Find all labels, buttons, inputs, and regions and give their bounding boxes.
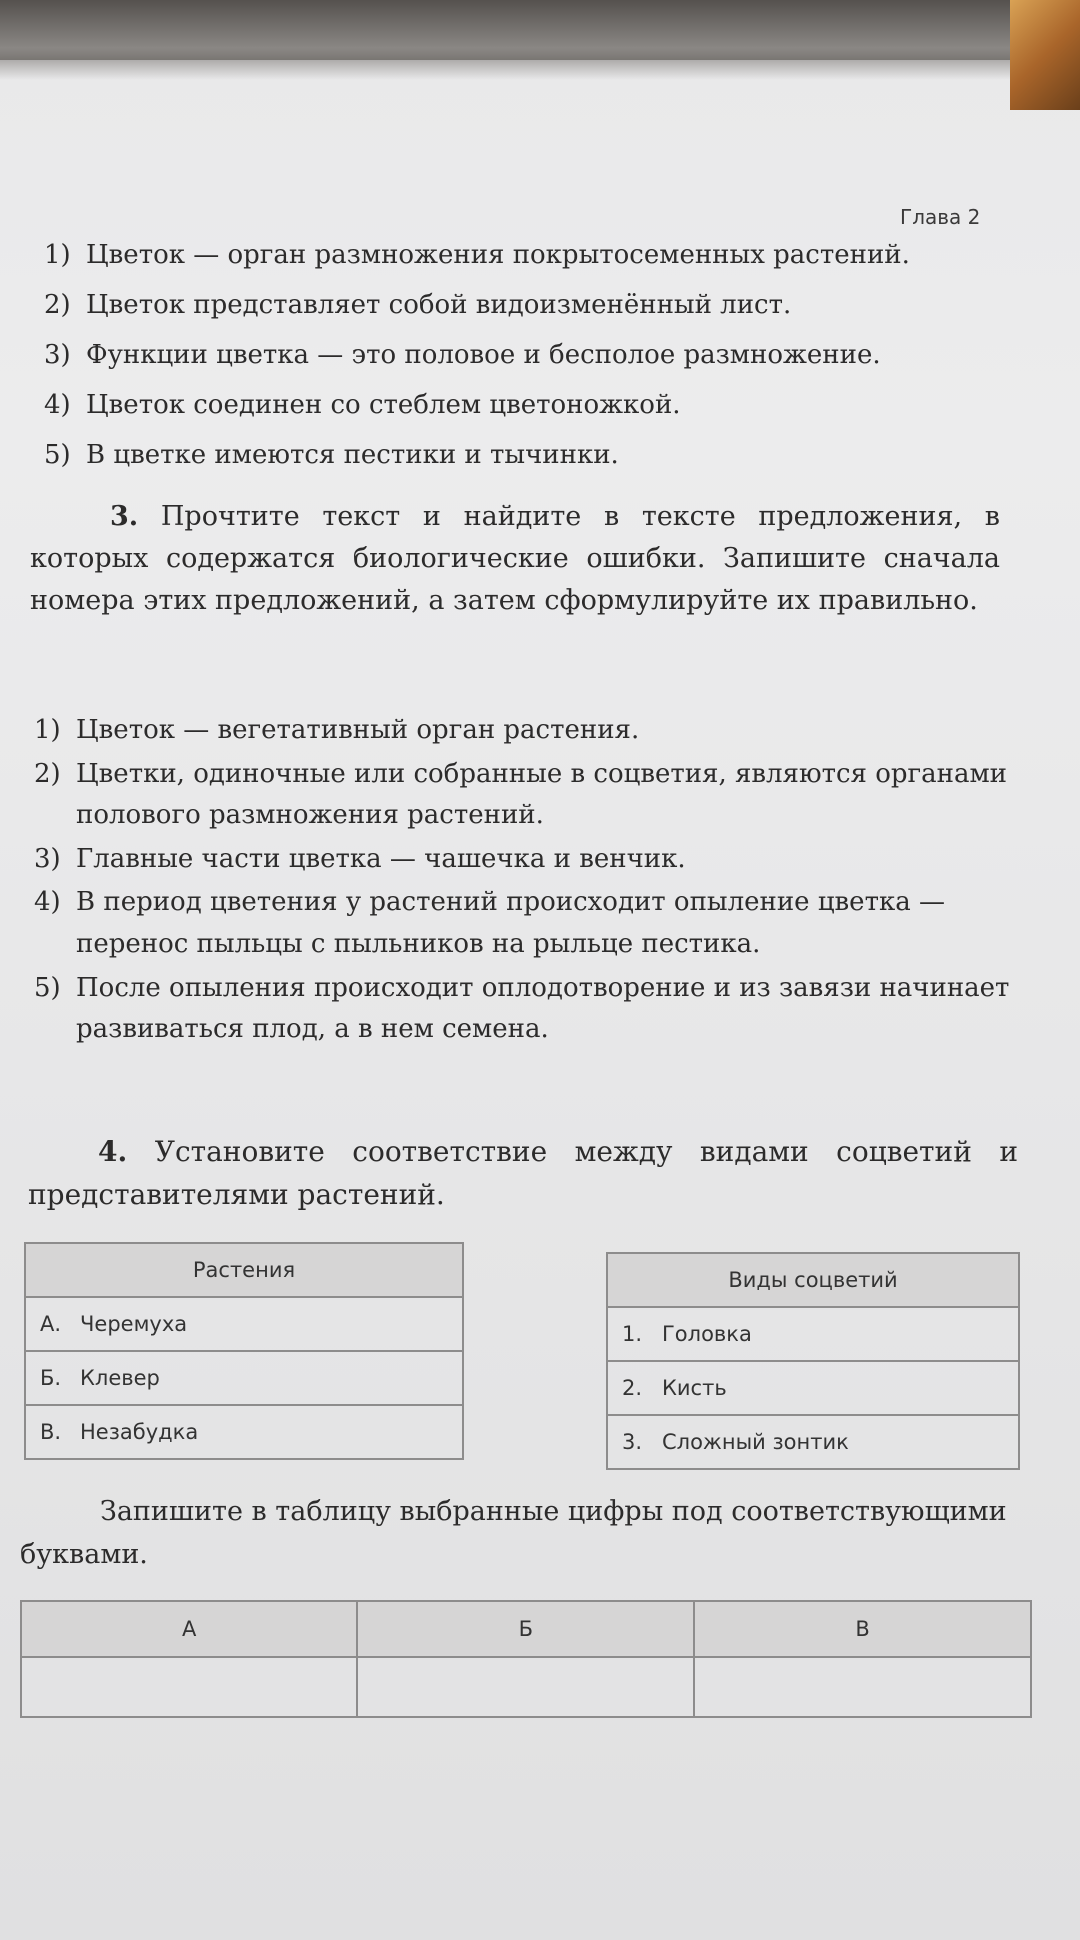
answer-header-b: Б xyxy=(357,1601,694,1657)
statement-list xyxy=(44,238,994,488)
plants-table xyxy=(24,1242,464,1460)
task-number: 3. xyxy=(110,501,139,532)
list-item: 1) Цветок — вегетативный орган растения. xyxy=(34,715,640,745)
list-item: 5) В цветке имеются пестики и тычинки. xyxy=(44,440,619,470)
list-item: 5) После опыления происходит оплодотворение и из завязи начинает развиваться плод, а в нем семена. xyxy=(34,972,1010,1045)
list-item: 1) Цветок — орган размножения покрытосеменных растений. xyxy=(44,240,910,270)
table-row: Б. Клевер xyxy=(25,1351,463,1405)
list-item: 4) В период цветения у растений происходит опыление цветка — перенос пыльцы с пыльников на рыльце пестика. xyxy=(34,887,945,959)
task-number: 4. xyxy=(98,1135,128,1168)
table-header: Виды соцветий xyxy=(607,1253,1019,1307)
list-item: 2) Цветки, одиночные или собранные в соцветия, являются органами полового размножения растений. xyxy=(34,758,1007,831)
answer-cell-b[interactable] xyxy=(357,1657,694,1717)
table-row: В. Незабудка xyxy=(25,1405,463,1459)
table-row: 1. Головка xyxy=(607,1307,1019,1361)
table-header: Растения xyxy=(25,1243,463,1297)
table-row: 2. Кисть xyxy=(607,1361,1019,1415)
list-item: 3) Главные части цветка — чашечка и венчик. xyxy=(34,843,686,874)
task-text: Прочтите текст и найдите в тексте предложения, в которых содержатся биологические ошибки. Запишите сначала номера этих предложений, а затем сформулируйте их правильно. xyxy=(30,501,1000,616)
answer-cell-v[interactable] xyxy=(694,1657,1031,1717)
answer-cell-a[interactable] xyxy=(21,1657,357,1717)
list-item: 4) Цветок соединен со стеблем цветоножкой. xyxy=(44,390,681,420)
answer-instruction: Запишите в таблицу выбранные цифры под соответствующими буквами. xyxy=(20,1496,1007,1571)
list-item: 2) Цветок представляет собой видоизменённый лист. xyxy=(44,290,792,320)
inflorescence-types-table xyxy=(606,1252,1020,1470)
answer-table xyxy=(20,1600,1032,1718)
answer-header-a: А xyxy=(21,1601,357,1657)
answer-header-v: В xyxy=(694,1601,1031,1657)
list-item: 3) Функции цветка — это половое и бесполое размножение. xyxy=(44,340,881,370)
table-row: 3. Сложный зонтик xyxy=(607,1415,1019,1469)
task-3 xyxy=(30,496,1000,622)
task-4 xyxy=(28,1130,1018,1217)
text-sentences-list xyxy=(34,710,1014,1053)
task-text: Установите соответствие между видами соцветий и представителями растений. xyxy=(28,1135,1018,1212)
table-row: А. Черемуха xyxy=(25,1297,463,1351)
chapter-header: Глава 2 xyxy=(900,205,981,229)
